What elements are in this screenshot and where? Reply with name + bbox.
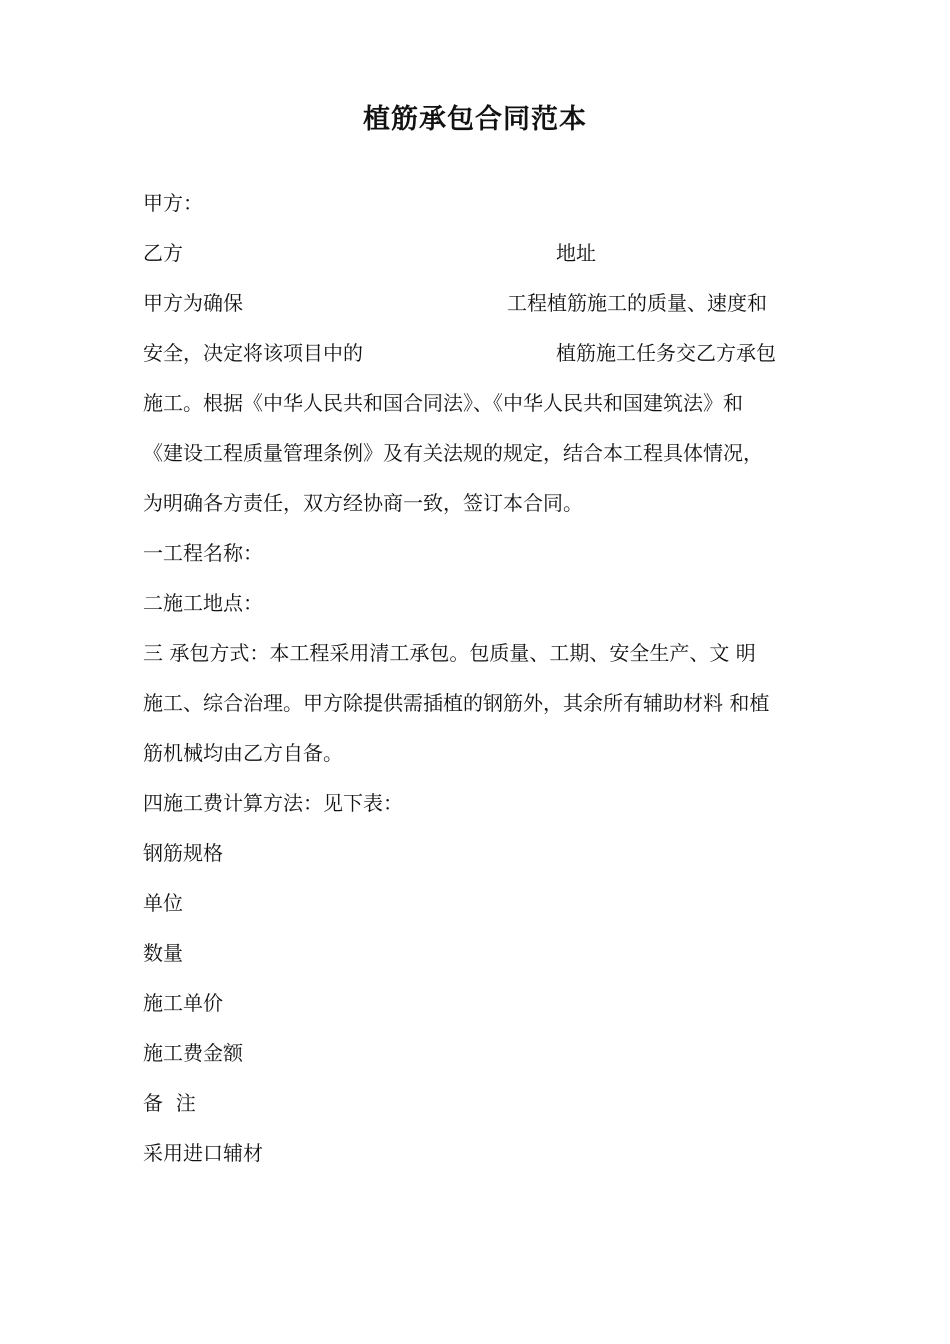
table-item: 施工单价 bbox=[143, 991, 223, 1015]
paragraph-text: 植筋施工任务交乙方承包 bbox=[556, 341, 776, 365]
table-item: 单位 bbox=[143, 891, 183, 915]
paragraph-line: 筋机械均由乙方自备。 bbox=[143, 741, 343, 765]
party-a-line: 甲方： bbox=[143, 191, 203, 215]
table-item: 采用进口辅材 bbox=[143, 1141, 263, 1165]
paragraph-line bbox=[143, 288, 823, 318]
table-item: 施工费金额 bbox=[143, 1041, 243, 1065]
party-b-label: 乙方 bbox=[143, 241, 183, 265]
paragraph-line bbox=[143, 338, 823, 368]
paragraph-text: 安全，决定将该项目中的 bbox=[143, 341, 363, 365]
paragraph-line: 施工。根据《中华人民共和国合同法》、《中华人民共和国建筑法》和 bbox=[143, 391, 743, 415]
table-item: 数量 bbox=[143, 941, 183, 965]
section-project-name: 一工程名称： bbox=[143, 541, 263, 565]
section-fee-calculation: 四施工费计算方法：见下表： bbox=[143, 791, 403, 815]
table-item: 备 注 bbox=[143, 1091, 196, 1115]
section-construction-site: 二施工地点： bbox=[143, 591, 263, 615]
paragraph-text: 甲方为确保 bbox=[143, 291, 243, 315]
document-title: 植筋承包合同范本 bbox=[363, 104, 587, 135]
paragraph-text: 工程植筋施工的质量、速度和 bbox=[507, 291, 767, 315]
paragraph-line: 为明确各方责任，双方经协商一致，签订本合同。 bbox=[143, 491, 583, 515]
party-b-line bbox=[143, 238, 823, 268]
section-contract-method: 三 承包方式：本工程采用清工承包。包质量、工期、安全生产、文 明 bbox=[143, 641, 756, 665]
paragraph-line: 施工、综合治理。甲方除提供需插植的钢筋外，其余所有辅助材料 和植 bbox=[143, 691, 770, 715]
paragraph-line: 《建设工程质量管理条例》及有关法规的规定，结合本工程具体情况， bbox=[143, 441, 763, 465]
address-label: 地址 bbox=[556, 241, 596, 265]
table-item: 钢筋规格 bbox=[143, 841, 223, 865]
